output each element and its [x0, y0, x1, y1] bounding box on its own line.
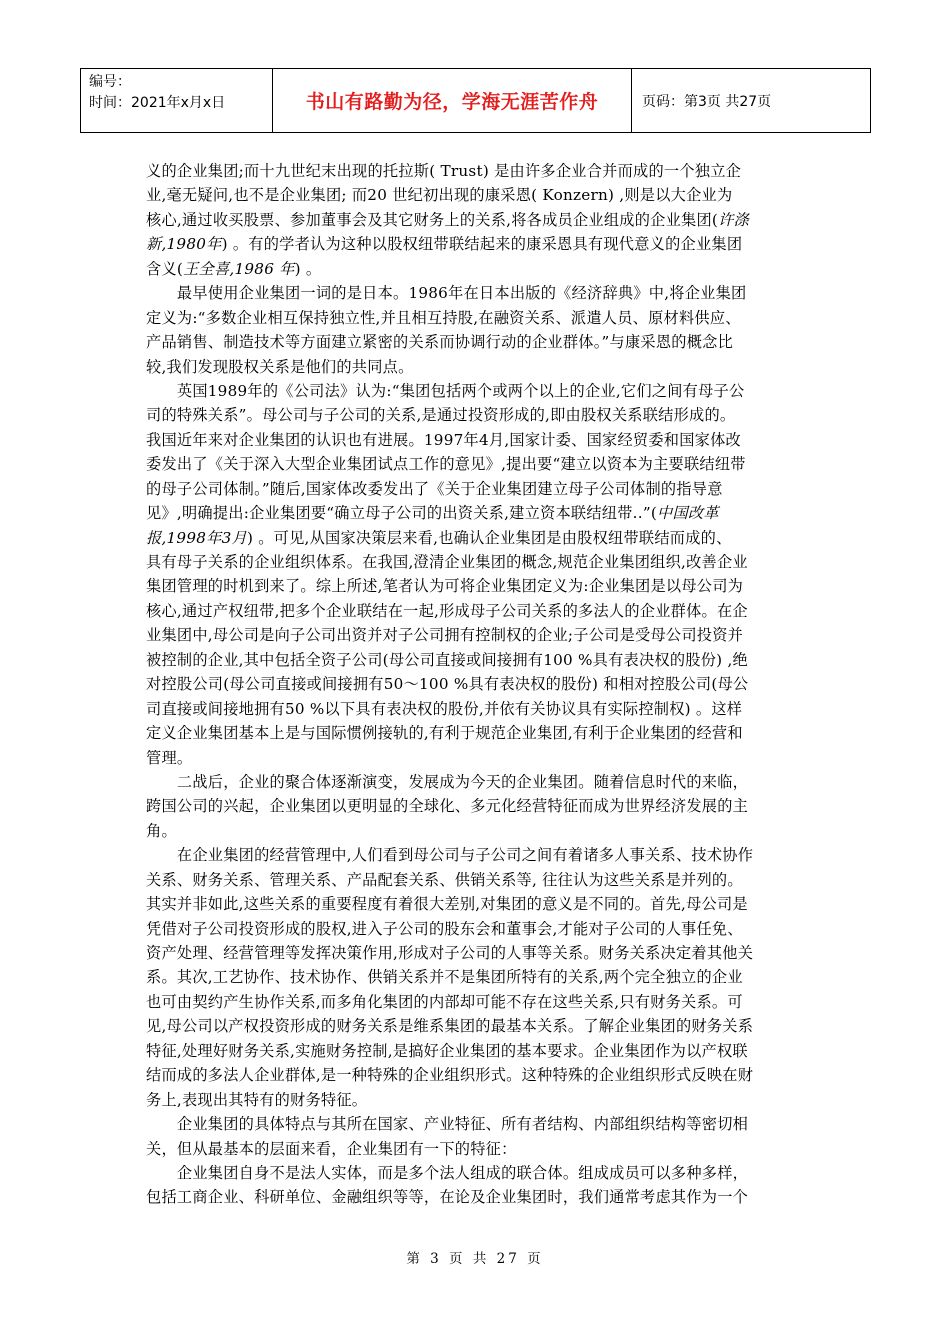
text-line: 报,1998年3月) 。可见,从国家决策层来看,也确认企业集团是由股权纽带联结而成的、: [146, 528, 732, 547]
text-line: 的母子公司体制。”随后,国家体改委发出了《关于企业集团建立母子公司体制的指导意: [146, 479, 723, 498]
text-line: 系。其次,工艺协作、技术协作、供销关系并不是集团所特有的关系,两个完全独立的企业: [146, 968, 743, 987]
footer-page-number: 第 3 页 共 27 页: [406, 1251, 544, 1267]
text-line: 凭借对子公司投资形成的股权,进入子公司的股东会和董事会,才能对子公司的人事任免、: [146, 919, 743, 938]
text-line: 核心,通过收买股票、参加董事会及其它财务上的关系,将各成员企业组成的企业集团(许涤: [146, 210, 749, 229]
text-line: 定义为:“多数企业相互保持独立性,并且相互持股,在融资关系、派遣人员、原材料供应、: [146, 308, 741, 327]
text-line: 企业集团自身不是法人实体，而是多个法人组成的联合体。组成成员可以多种多样，: [146, 1163, 749, 1182]
page-footer: [0, 1247, 950, 1267]
text-line: 包括工商企业、科研单位、金融组织等等，在论及企业集团时，我们通常考虑其作为一个: [146, 1188, 749, 1207]
text-line: 较,我们发现股权关系是他们的共同点。: [146, 357, 414, 376]
text-line: 跨国公司的兴起，企业集团以更明显的全球化、多元化经营特征而成为世界经济发展的主: [146, 797, 749, 816]
text-line: 其实并非如此,这些关系的重要程度有着很大差别,对集团的意义是不同的。首先,母公司是: [146, 895, 748, 914]
text-line: 被控制的企业,其中包括全资子公司(母公司直接或间接拥有100 %具有表决权的股份) ,绝: [146, 650, 748, 669]
text-line: 业,毫无疑问,也不是企业集团; 而20 世纪初出现的康采恩( Konzern) ,则是以大企业为: [146, 186, 733, 205]
text-line: 见》,明确提出:企业集团要“确立母子公司的出资关系,建立资本联结纽带..”(中国改革: [146, 504, 719, 523]
text-line: 关，但从最基本的层面来看，企业集团有一下的特征：: [146, 1139, 517, 1158]
text-line: 集团管理的时机到来了。综上所述,笔者认为可将企业集团定义为:企业集团是以母公司为: [146, 577, 744, 596]
text-line: 我国近年来对企业集团的认识也有进展。1997年4月,国家计委、国家经贸委和国家体改: [146, 430, 741, 449]
text-line: 具有母子关系的企业组织体系。在我国,澄清企业集团的概念,规范企业集团组织,改善企业: [146, 553, 748, 571]
text-line: 特征,处理好财务关系,实施财务控制,是搞好企业集团的基本要求。企业集团作为以产权联: [146, 1041, 748, 1060]
page-info: 页码：第3页 共27页: [642, 93, 772, 110]
text-line: 角。: [146, 821, 177, 840]
text-line: 结而成的多法人企业群体,是一种特殊的企业组织形式。这种特殊的企业组织形式反映在财: [146, 1066, 754, 1085]
text-line: 也可由契约产生协作关系,而多角化集团的内部却可能不存在这些关系,只有财务关系。可: [146, 992, 743, 1011]
text-line: 核心,通过产权纽带,把多个企业联结在一起,形成母子公司关系的多法人的企业群体。在企: [146, 601, 748, 620]
text-line: 务上,表现出其特有的财务特征。: [146, 1090, 368, 1109]
text-line: 对控股公司(母公司直接或间接拥有50～100 %具有表决权的股份) 和相对控股公司(母公: [146, 675, 749, 694]
text-line: 企业集团的具体特点与其所在国家、产业特征、所有者结构、内部组织结构等密切相: [146, 1115, 749, 1134]
text-line: 委发出了《关于深入大型企业集团试点工作的意见》,提出要“建立以资本为主要联结纽带: [146, 455, 746, 474]
text-line: 管理。: [146, 748, 193, 767]
text-line: 定义企业集团基本上是与国际惯例接轨的,有利于规范企业集团,有利于企业集团的经营和: [146, 724, 743, 743]
text-line: 含义(王全喜,1986 年) 。: [146, 259, 322, 278]
text-line: 司的特殊关系”。母公司与子公司的关系,是通过投资形成的,即由股权关系联结形成的。: [146, 406, 736, 425]
text-line: 在企业集团的经营管理中,人们看到母公司与子公司之间有着诸多人事关系、技术协作: [146, 846, 754, 865]
text-line: 见,母公司以产权投资形成的财务关系是维系集团的最基本关系。了解企业集团的财务关系: [146, 1017, 754, 1036]
text-line: 最早使用企业集团一词的是日本。1986年在日本出版的《经济辞典》中,将企业集团: [146, 284, 747, 303]
text-line: 英国1989年的《公司法》认为:“集团包括两个或两个以上的企业,它们之间有母子公: [146, 381, 745, 400]
text-line: 司直接或间接地拥有50 %以下具有表决权的股份,并依有关协议具有实际控制权) 。这样: [146, 699, 743, 718]
header-table: [80, 68, 871, 133]
text-line: 二战后，企业的聚合体逐渐演变，发展成为今天的企业集团。随着信息时代的来临，: [146, 772, 749, 791]
text-line: 产品销售、制造技术等方面建立紧密的关系而协调行动的企业群体。”与康采恩的概念比: [146, 333, 734, 352]
header-meta: [81, 69, 273, 132]
text-line: 业集团中,母公司是向子公司出资并对子公司拥有控制权的企业;子公司是受母公司投资并: [146, 626, 744, 645]
motto: 书山有路勤为径，学海无涯苦作舟: [273, 69, 632, 132]
text-line: 资产处理、经营管理等发挥决策作用,形成对子公司的人事等关系。财务关系决定着其他关: [146, 944, 754, 962]
text-line: 新,1980年) 。有的学者认为这种以股权纽带联结起来的康采恩具有现代意义的企业集团: [146, 235, 743, 254]
number-label: 编号：: [89, 74, 131, 90]
text-line: 义的企业集团;而十九世纪末出现的托拉斯( Trust) 是由许多企业合并而成的一个独立企: [146, 162, 742, 180]
text-line: 关系、财务关系、管理关系、产品配套关系、供销关系等, 往往认为这些关系是并列的。: [146, 870, 743, 889]
document-body: [146, 159, 806, 1210]
time-label: 时间：2021年x月x日: [89, 95, 226, 111]
